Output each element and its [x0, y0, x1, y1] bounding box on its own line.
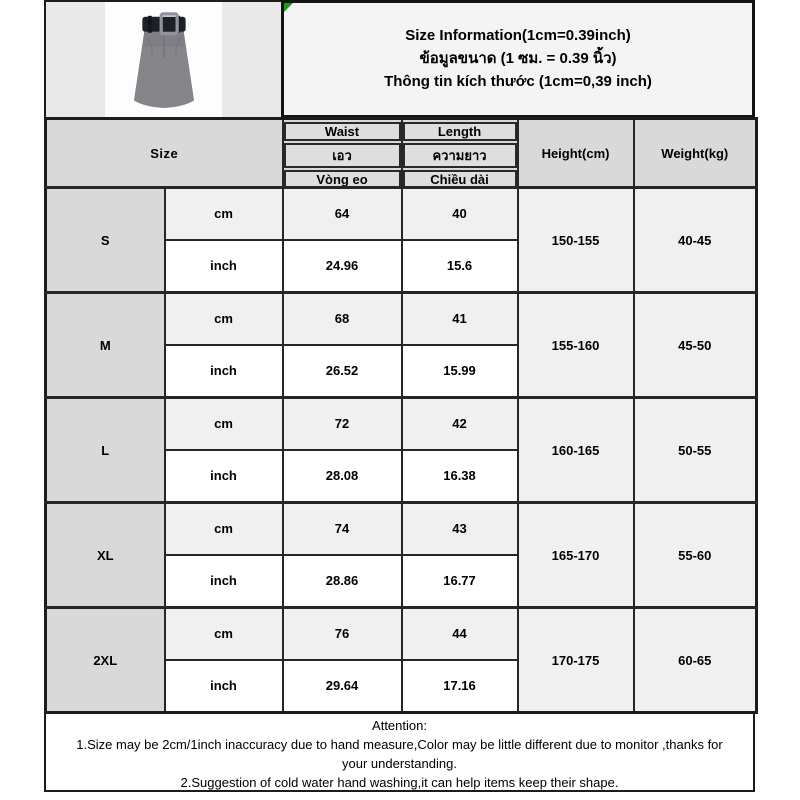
skirt-image	[117, 8, 211, 112]
unit-inch: inch	[165, 345, 283, 398]
length-cm-value: 44	[402, 608, 518, 660]
info-line-vietnamese: Thông tin kích thước (1cm=0,39 inch)	[384, 73, 652, 90]
weight-range: 40-45	[634, 188, 757, 293]
length-cm-value: 40	[402, 188, 518, 240]
waist-cm-value: 64	[283, 188, 402, 240]
height-range: 155-160	[518, 293, 634, 398]
length-inch-value: 16.38	[402, 450, 518, 503]
attention-line-2: 2.Suggestion of cold water hand washing,it can help items keep their shape.	[180, 775, 619, 790]
unit-inch: inch	[165, 240, 283, 293]
weight-range: 50-55	[634, 398, 757, 503]
length-label-th: ความยาว	[403, 143, 517, 168]
size-table	[44, 117, 758, 714]
product-photo	[44, 0, 283, 117]
table-row	[46, 398, 757, 450]
length-inch-value: 16.77	[402, 555, 518, 608]
height-column-header: Height(cm)	[518, 119, 634, 188]
unit-inch: inch	[165, 450, 283, 503]
length-label-vi: Chiều dài	[403, 170, 517, 188]
unit-cm: cm	[165, 293, 283, 345]
unit-inch: inch	[165, 660, 283, 713]
size-label-s: S	[46, 188, 165, 293]
table-row	[46, 608, 757, 660]
length-inch-value: 15.99	[402, 345, 518, 398]
table-row	[46, 188, 757, 240]
length-cm-value: 41	[402, 293, 518, 345]
unit-cm: cm	[165, 398, 283, 450]
waist-inch-value: 28.08	[283, 450, 402, 503]
size-label-xl: XL	[46, 503, 165, 608]
height-range: 170-175	[518, 608, 634, 713]
info-line-thai: ข้อมูลขนาด (1 ซม. = 0.39 นิ้ว)	[419, 50, 617, 67]
unit-cm: cm	[165, 503, 283, 555]
length-inch-value: 17.16	[402, 660, 518, 713]
length-inch-value: 15.6	[402, 240, 518, 293]
attention-title: Attention:	[372, 718, 427, 733]
waist-cm-value: 76	[283, 608, 402, 660]
waist-inch-value: 24.96	[283, 240, 402, 293]
weight-range: 60-65	[634, 608, 757, 713]
waist-cm-value: 72	[283, 398, 402, 450]
length-cm-value: 42	[402, 398, 518, 450]
attention-box	[44, 714, 755, 792]
info-line-english: Size Information(1cm=0.39inch)	[405, 27, 631, 44]
size-label-l: L	[46, 398, 165, 503]
waist-inch-value: 28.86	[283, 555, 402, 608]
attention-line-1: 1.Size may be 2cm/1inch inaccuracy due to hand measure,Color may be little different due to monitor ,thanks for your understanding.	[76, 737, 723, 771]
weight-range: 45-50	[634, 293, 757, 398]
height-range: 160-165	[518, 398, 634, 503]
waist-cm-value: 68	[283, 293, 402, 345]
height-range: 165-170	[518, 503, 634, 608]
size-information-box	[281, 0, 755, 117]
top-band	[44, 0, 755, 117]
table-header-row	[46, 119, 757, 188]
length-cm-value: 43	[402, 503, 518, 555]
weight-range: 55-60	[634, 503, 757, 608]
table-row	[46, 503, 757, 555]
size-chart-sheet	[44, 0, 755, 792]
waist-column-header	[283, 119, 402, 188]
length-column-header	[402, 119, 518, 188]
unit-inch: inch	[165, 555, 283, 608]
unit-cm: cm	[165, 608, 283, 660]
length-label-en: Length	[403, 122, 517, 141]
size-column-header: Size	[46, 119, 283, 188]
waist-inch-value: 26.52	[283, 345, 402, 398]
green-corner-icon	[284, 3, 293, 12]
waist-label-en: Waist	[284, 122, 401, 141]
unit-cm: cm	[165, 188, 283, 240]
table-row	[46, 293, 757, 345]
waist-label-th: เอว	[284, 143, 401, 168]
height-range: 150-155	[518, 188, 634, 293]
weight-column-header: Weight(kg)	[634, 119, 757, 188]
waist-label-vi: Vòng eo	[284, 170, 401, 188]
size-label-2xl: 2XL	[46, 608, 165, 713]
size-label-m: M	[46, 293, 165, 398]
waist-cm-value: 74	[283, 503, 402, 555]
waist-inch-value: 29.64	[283, 660, 402, 713]
